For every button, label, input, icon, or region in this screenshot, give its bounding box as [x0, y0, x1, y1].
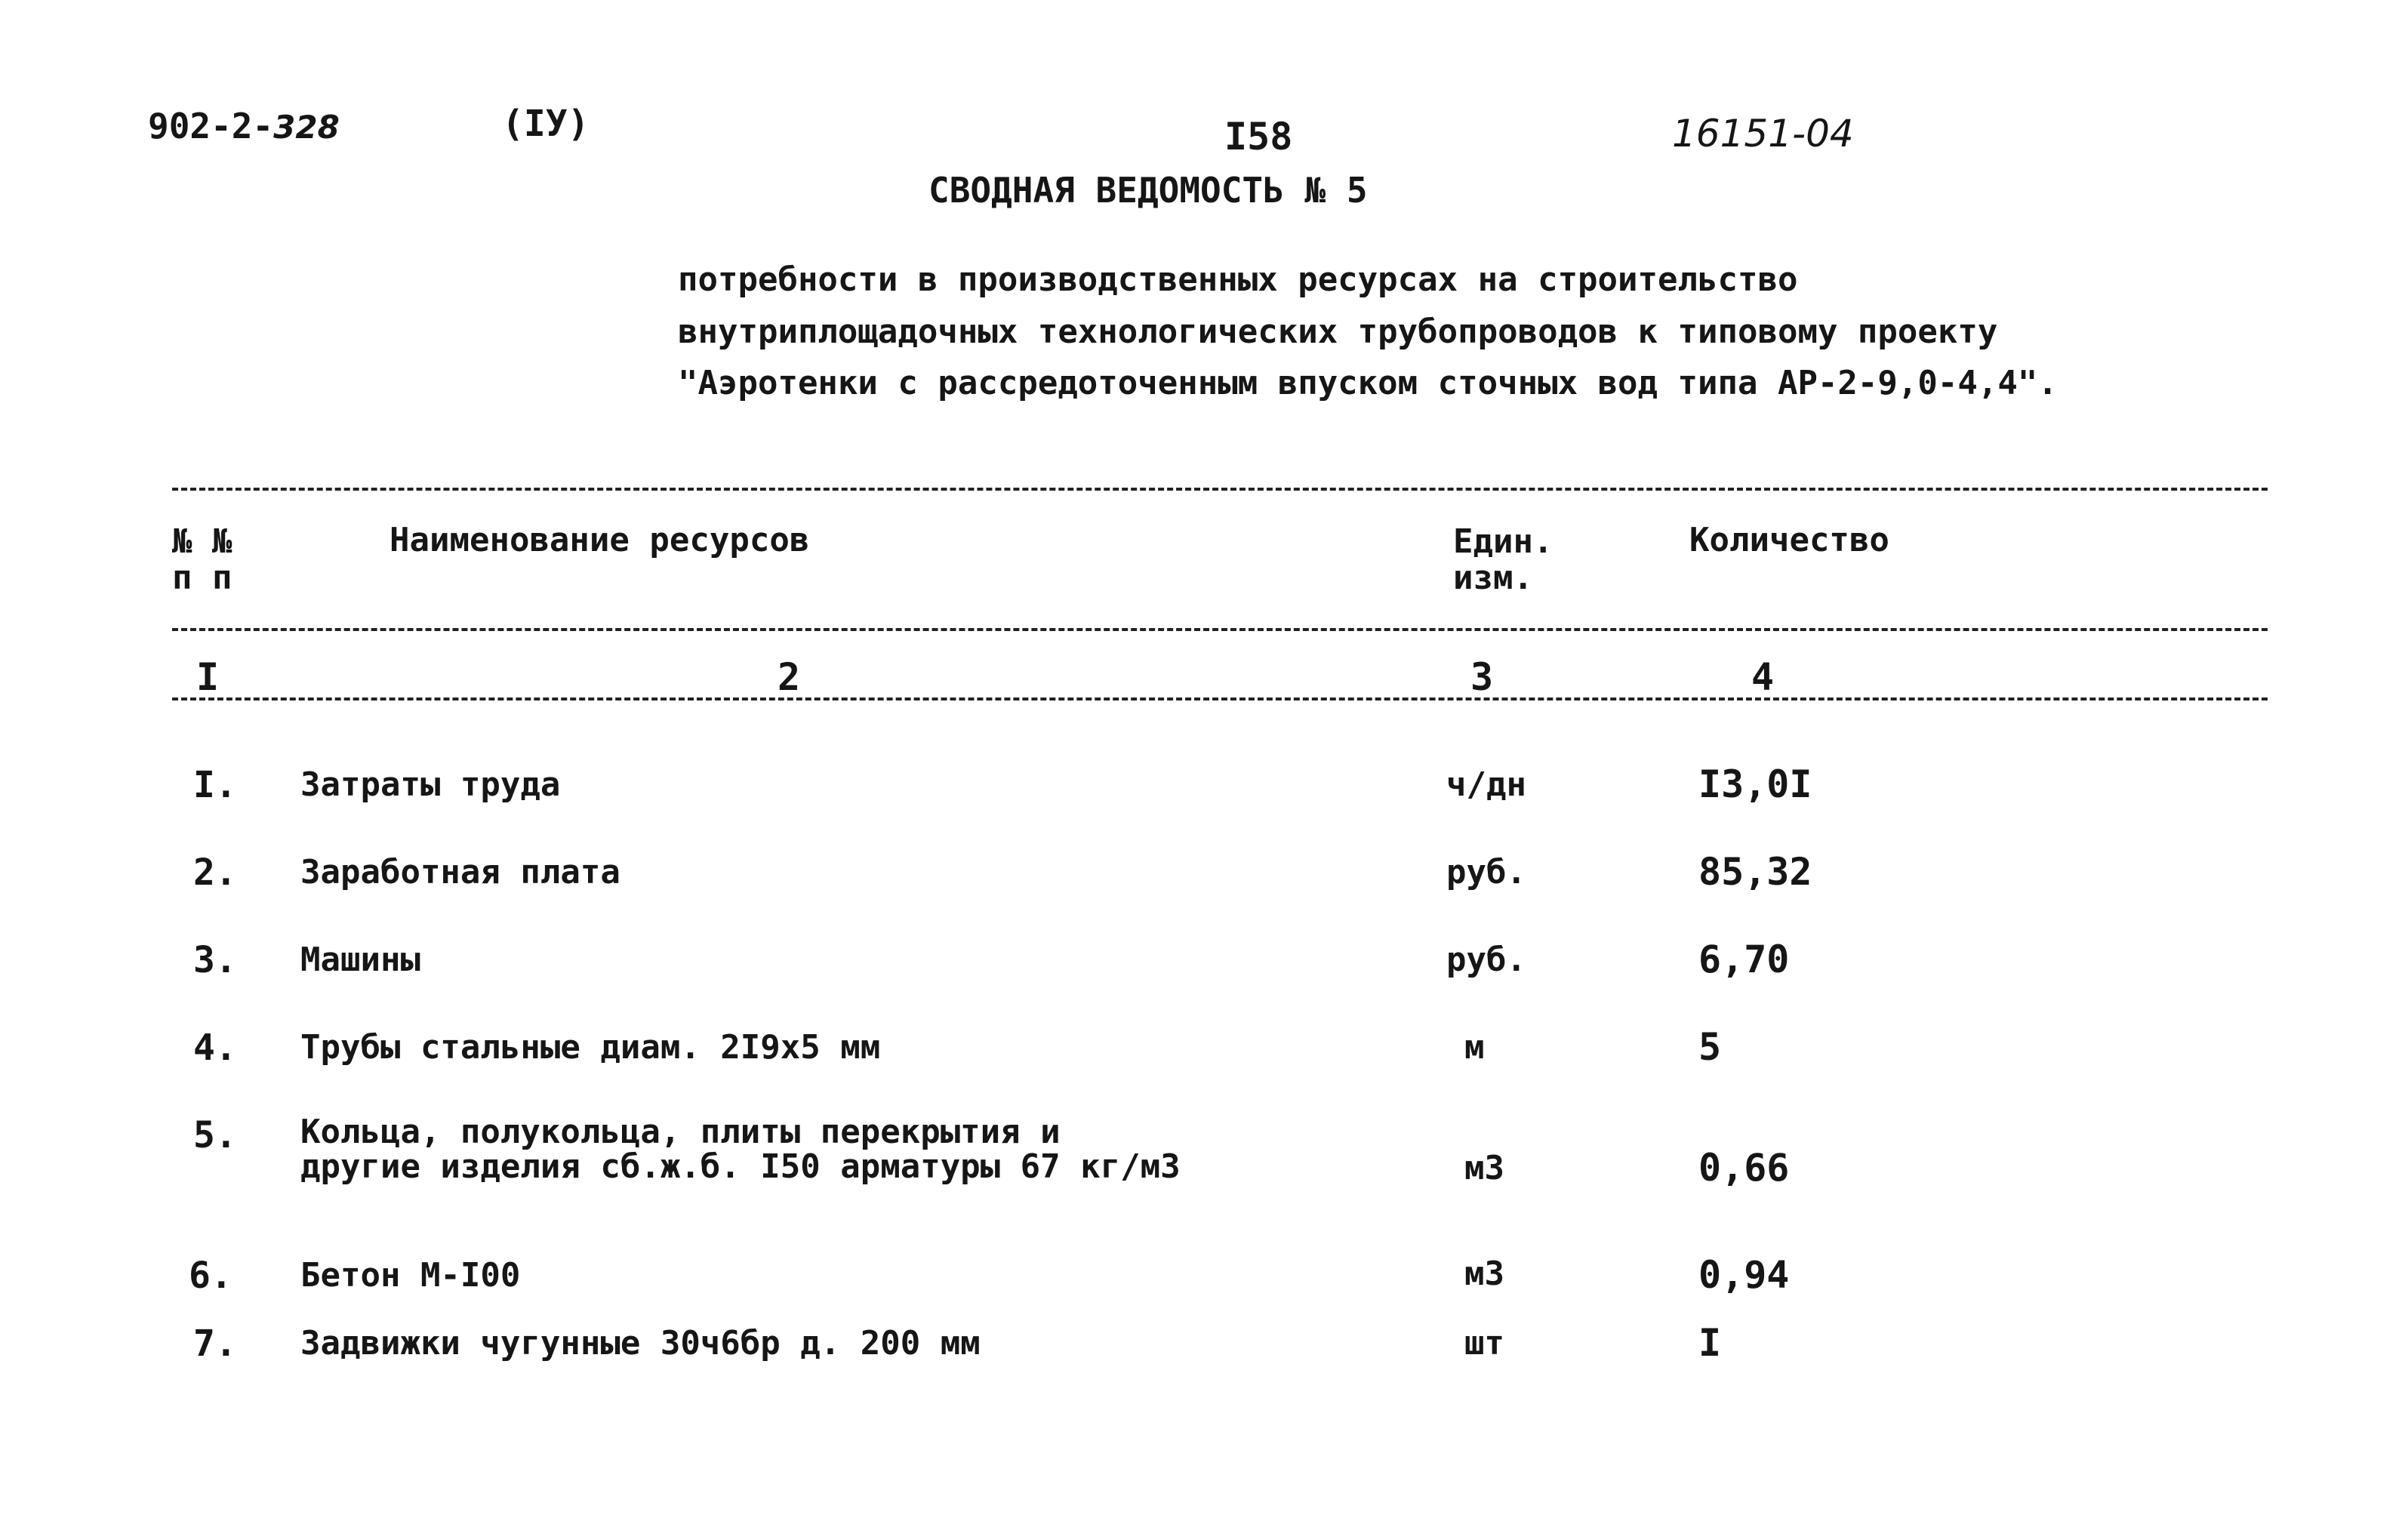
- page-title: СВОДНАЯ ВЕДОМОСТЬ № 5: [928, 170, 1368, 211]
- header-unit-line2: изм.: [1453, 559, 1533, 597]
- row-name: Бетон М-I00: [300, 1256, 521, 1295]
- row-unit: м3: [1464, 1255, 1504, 1293]
- table-header-rule: [172, 628, 2268, 631]
- row-unit: м3: [1464, 1149, 1504, 1187]
- row-qty: 0,94: [1698, 1253, 1790, 1297]
- row-qty: 0,66: [1698, 1146, 1790, 1190]
- row-qty: 85,32: [1698, 850, 1812, 894]
- volume-label: (IУ): [502, 103, 590, 145]
- row-unit: шт: [1464, 1324, 1504, 1363]
- series-handwritten: 328: [273, 109, 340, 146]
- row-name-line2: другие изделия сб.ж.б. I50 арматуры 67 кг/м3: [300, 1147, 1181, 1186]
- header-unit-line1: Един.: [1453, 522, 1553, 561]
- row-unit: ч/дн: [1446, 765, 1526, 804]
- row-name: Затраты труда: [300, 765, 561, 804]
- page-number: I58: [1224, 115, 1293, 159]
- row-unit: руб.: [1446, 941, 1526, 979]
- header-num-line2: п п: [172, 559, 232, 597]
- column-number-1: I: [196, 655, 220, 699]
- row-name-line1: Кольца, полукольца, плиты перекрытия и: [300, 1113, 1061, 1151]
- header-qty: Количество: [1689, 521, 1889, 559]
- row-number: 4.: [193, 1027, 237, 1069]
- row-qty: 5: [1698, 1025, 1722, 1069]
- row-number: 3.: [193, 939, 237, 981]
- row-unit: руб.: [1446, 853, 1526, 891]
- row-number: I.: [193, 764, 237, 806]
- row-name: Заработная плата: [300, 853, 620, 891]
- series-code: [148, 106, 340, 146]
- subtitle-line-2: внутриплощадочных технологических трубопроводов к типовому проекту: [678, 313, 1998, 351]
- table-top-rule: [172, 488, 2268, 491]
- table-colnum-rule: [172, 697, 2268, 701]
- column-number-3: 3: [1470, 655, 1494, 699]
- row-unit: м: [1464, 1028, 1485, 1067]
- row-name: Трубы стальные диам. 2I9х5 мм: [300, 1028, 881, 1067]
- series-prefix: 902-2-: [148, 106, 274, 146]
- row-number: 7.: [193, 1323, 237, 1365]
- row-number: 5.: [193, 1114, 237, 1156]
- subtitle-line-3: "Аэротенки с рассредоточенным впуском сточных вод типа АР-2-9,0-4,4".: [678, 364, 2058, 402]
- header-num-line1: № №: [172, 522, 232, 561]
- header-name: Наименование ресурсов: [390, 521, 810, 559]
- subtitle-line-1: потребности в производственных ресурсах на строительство: [678, 260, 1798, 299]
- row-qty: I3,0I: [1698, 762, 1812, 806]
- column-number-4: 4: [1751, 655, 1775, 699]
- row-qty: I: [1698, 1321, 1722, 1365]
- column-number-2: 2: [778, 655, 801, 699]
- inventory-number: 16151-04: [1672, 112, 1854, 156]
- row-number: 2.: [193, 851, 237, 894]
- row-qty: 6,70: [1698, 938, 1790, 981]
- row-number: 6.: [189, 1255, 232, 1297]
- row-name: Машины: [300, 941, 420, 979]
- row-name: Задвижки чугунные 30ч6бр д. 200 мм: [300, 1324, 981, 1363]
